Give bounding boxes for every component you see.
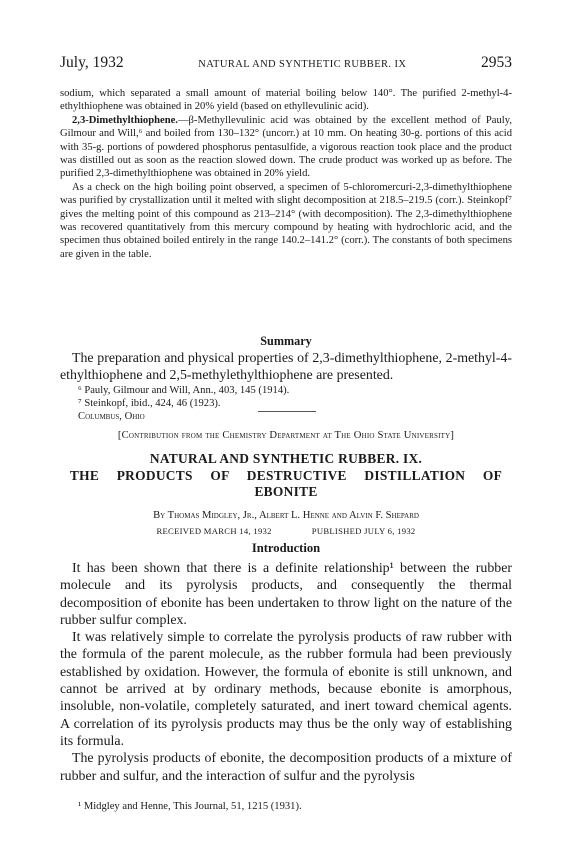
summary-footnotes xyxy=(60,384,512,424)
footnote-6: ⁶ Pauly, Gilmour and Will, Ann., 403, 145 (1914). xyxy=(78,385,290,396)
header-running-title: NATURAL AND SYNTHETIC RUBBER. IX xyxy=(198,59,407,70)
contribution-line: [Contribution from the Chemistry Department at The Ohio State University] xyxy=(117,430,455,441)
article-title xyxy=(60,451,512,501)
title-line-1: NATURAL AND SYNTHETIC RUBBER. IX. xyxy=(149,451,423,466)
location: Columbus, Ohio xyxy=(78,411,145,423)
running-head xyxy=(60,54,512,76)
article-footnotes xyxy=(60,800,512,813)
article-dates xyxy=(60,526,512,536)
previous-article-text xyxy=(60,87,512,261)
published-date: PUBLISHED JULY 6, 1932 xyxy=(311,526,416,536)
introduction-heading: Introduction xyxy=(251,541,321,555)
paragraph-check: As a check on the high boiling point observed, a specimen of 5-chloromercuri-2,3-dimethylthiophene was purified by crystallization until it melted with slight decomposition at 218.5–219.5 (corr.). Steinkopf⁷ gives the melting point of this compound as 213–214° (with decomposition). The 2,3-dimethylthiophene was recovered quantitatively from this mercury compound by heating with hydrochloric acid, and the specimen thus obtained boiled entirely in the range 140.2–141.2° (corr.). The constants of both specimens are given in the table. xyxy=(60,181,512,260)
author-byline: By Thomas Midgley, Jr., Albert L. Henne and Alvin F. Shepard xyxy=(153,510,419,521)
footnote-1: ¹ Midgley and Henne, This Journal, 51, 1215 (1931). xyxy=(78,801,302,812)
summary-text xyxy=(60,350,512,385)
title-line-3: EBONITE xyxy=(254,484,318,499)
summary-paragraph: The preparation and physical properties of 2,3-dimethylthiophene, 2-methyl-4-ethylthiophene and 2,5-methylethylthiophene are presented. xyxy=(60,351,512,384)
intro-paragraph-1: It has been shown that there is a definite relationship¹ between the rubber molecule and its pyrolysis products, and consequently the thermal decomposition of ebonite has been undertaken to throw light on the nature of the rubber sulfur complex. xyxy=(60,561,512,628)
received-date: RECEIVED MARCH 14, 1932 xyxy=(156,526,272,536)
paragraph-body: —β-Methyllevulinic acid was obtained by the excellent method of Pauly, Gilmour and Will,⁶ and boiled from 130–132° (uncorr.) at 10 mm. On heating 30-g. portions of this acid with 35-g. portions of powdered phosphorus pentasulfide, a vigorous reaction took place and the product was distilled out as soon as the reaction slowed down. The crude product was worked up as before. The purified 2,3-dimethylthiophene was obtained in 20% yield. xyxy=(60,114,512,180)
intro-paragraph-3: The pyrolysis products of ebonite, the decomposition products of a mixture of rubber and sulfur, and the interaction of sulfur and the pyrolysis xyxy=(60,751,512,784)
header-date: July, 1932 xyxy=(60,54,124,71)
introduction-body xyxy=(60,560,512,785)
title-line-2: THE PRODUCTS OF DESTRUCTIVE DISTILLATION OF xyxy=(69,467,503,483)
intro-paragraph-2: It was relatively simple to correlate the pyrolysis products of raw rubber with the formula of the parent molecule, as the rubber formula had been previously established by oxidation. However, the formula of ebonite is still unknown, and cannot be arrived at by ordinary methods, because ebonite is amorphous, insoluble, non-volatile, completely saturated, and inert toward chemical agents. A correlation of its pyrolysis products may thus be the only way of establishing its formula. xyxy=(60,630,512,749)
runin-heading: 2,3-Dimethylthiophene. xyxy=(72,114,178,126)
paragraph-continued: sodium, which separated a small amount of material boiling below 140°. The purified 2-methyl-4-ethylthiophene was obtained in 20% yield (based on ethyllevulinic acid). xyxy=(60,88,512,113)
section-divider xyxy=(258,411,316,412)
footnote-7: ⁷ Steinkopf, ibid., 424, 46 (1923). xyxy=(78,398,221,410)
page-number: 2953 xyxy=(481,54,512,71)
summary-heading: Summary xyxy=(260,334,312,348)
paragraph-dimethylthiophene xyxy=(60,114,512,181)
